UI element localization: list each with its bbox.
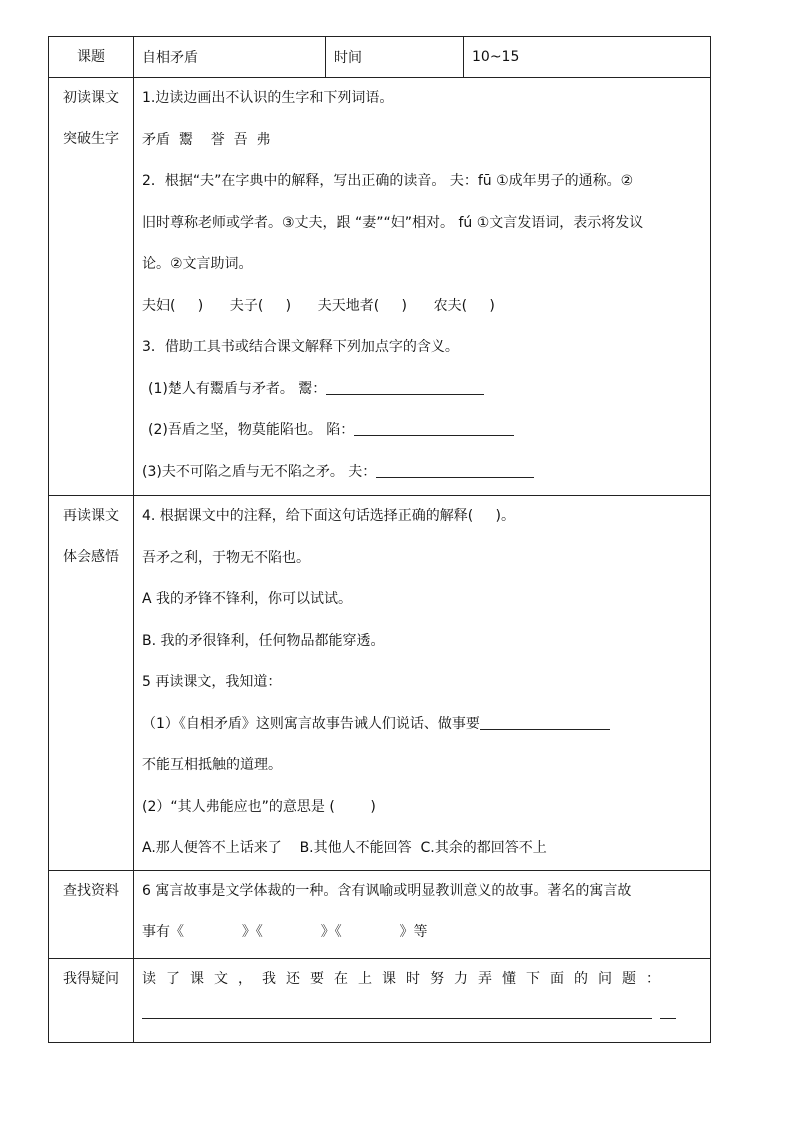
questions-blank-long[interactable] [142, 1002, 652, 1019]
section1-label-line2: 突破生字 [63, 131, 119, 147]
q5-item1 [142, 704, 702, 746]
section4-content [134, 958, 711, 1042]
questions-blank-short[interactable] [660, 1002, 676, 1019]
section1-label-line1: 初读课文 [63, 90, 119, 106]
q6-line1: 6 寓言故事是文学体裁的一种。含有讽喻或明显教训意义的故事。著名的寓言故 [142, 882, 632, 899]
q5-item1-blank[interactable] [480, 713, 610, 730]
q1-words: 矛盾 鬻 誉 吾 弗 [142, 131, 271, 148]
q3-item-b [142, 410, 702, 452]
q2-line2: 旧时尊称老师或学者。③丈夫，跟 “妻”“妇”相对。 fú ①文言发语词，表示将发议 [142, 214, 644, 231]
questions-prompt: 读了课文，我还要在上课时努力弄懂下面的问题： [142, 970, 670, 987]
section2-label-line2: 体会感悟 [63, 549, 119, 565]
section3-label-text: 查找资料 [63, 882, 119, 899]
q3-item-c [142, 452, 702, 494]
section-questions [49, 958, 711, 1042]
section3-content [134, 870, 711, 958]
section-second-reading [49, 496, 711, 871]
header-row [49, 37, 711, 78]
q5-item1-cont: 不能互相抵触的道理。 [142, 757, 282, 773]
section2-label [49, 496, 134, 871]
q4-option-a: A 我的矛锋不锋利，你可以试试。 [142, 591, 353, 607]
section4-label-text: 我得疑问 [63, 970, 119, 987]
section-first-reading [49, 78, 711, 496]
q4-option-b: B. 我的矛很锋利，任何物品都能穿透。 [142, 632, 385, 649]
q5-item2: (2）“其人弗能应也”的意思是 ( ) [142, 798, 376, 815]
q3-item-c-text: (3)夫不可陷之盾与无不陷之矛。 夫： [142, 463, 377, 480]
time-label: 时间 [326, 37, 464, 78]
section1-content [134, 78, 711, 496]
q2-options: 夫妇( ) 夫子( ) 夫天地者( ) 农夫( ) [142, 297, 495, 314]
q3-item-c-blank[interactable] [376, 461, 534, 478]
q3-item-b-text: (2)吾盾之坚，物莫能陷也。 陷： [148, 422, 355, 438]
section3-label [49, 870, 134, 958]
section-research [49, 870, 711, 958]
topic-label: 课题 [49, 37, 134, 78]
q3-item-a-text: (1)楚人有鬻盾与矛者。 鬻： [148, 380, 327, 397]
q5-item2-options: A.那人便答不上话来了 B.其他人不能回答 C.其余的都回答不上 [142, 840, 547, 856]
section2-content [134, 496, 711, 871]
q2-line3: 论。②文言助词。 [142, 256, 253, 272]
q1-text: 1.边读边画出不认识的生字和下列词语。 [142, 90, 394, 106]
questions-answer-line [142, 1002, 702, 1021]
time-value: 10~15 [464, 37, 711, 78]
worksheet-table [48, 36, 711, 1043]
topic-value: 自相矛盾 [134, 37, 326, 78]
q4-sentence: 吾矛之利，于物无不陷也。 [142, 549, 310, 566]
q3-text: 3．借助工具书或结合课文解释下列加点字的含义。 [142, 339, 459, 355]
q2-line1: 2．根据“夫”在字典中的解释，写出正确的读音。 夫：fū ①成年男子的通称。② [142, 173, 634, 189]
q5-item1-text: （1）《自相矛盾》这则寓言故事告诫人们说话、做事要 [142, 715, 480, 732]
q6-line2: 事有《 》《 》《 》等 [142, 924, 428, 940]
section1-label [49, 78, 134, 496]
q3-item-b-blank[interactable] [354, 419, 514, 436]
q5-text: 5 再读课文，我知道： [142, 674, 282, 690]
section4-label [49, 958, 134, 1042]
section2-label-line1: 再读课文 [63, 508, 119, 524]
q4-text: 4. 根据课文中的注释，给下面这句话选择正确的解释( )。 [142, 508, 515, 524]
q3-item-a [142, 369, 702, 411]
q3-item-a-blank[interactable] [326, 378, 484, 395]
